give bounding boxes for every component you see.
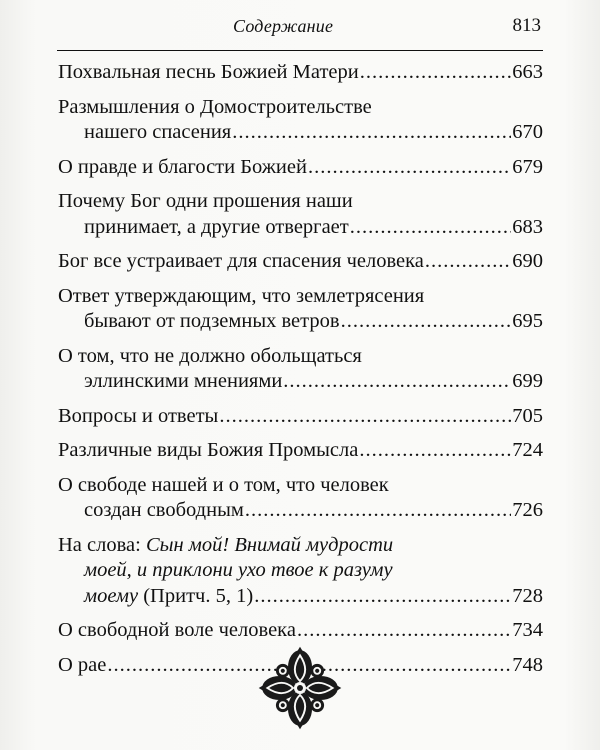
- toc-entry-line: [58, 95, 543, 121]
- toc-entry-title: [84, 498, 244, 524]
- dot-leader: [350, 215, 512, 241]
- dot-leader: [360, 60, 512, 86]
- dot-leader: [359, 438, 511, 464]
- toc-entry-title: [84, 369, 282, 395]
- toc-page-number: 683: [512, 215, 543, 238]
- toc-page-number: 690: [512, 250, 543, 272]
- toc-entry[interactable]: [58, 95, 543, 146]
- toc-entry[interactable]: [58, 404, 543, 430]
- toc-text: Различные виды Божия Промысла: [58, 439, 359, 461]
- toc-entry-title: [58, 155, 307, 181]
- toc-italic-text: Сын мой! Внимай мудрости: [145, 533, 394, 556]
- floral-ornament-icon: [257, 645, 343, 731]
- toc-italic-text: моему: [84, 584, 139, 607]
- toc-page-number: 670: [512, 121, 543, 143]
- toc-entry-last-line: [58, 369, 543, 395]
- toc-page-number: 728: [512, 584, 543, 607]
- toc-entry[interactable]: [58, 155, 543, 181]
- toc-entry-title: [84, 309, 340, 335]
- toc-text: Почему Бог одни прошения наши: [58, 190, 353, 212]
- toc-entry-title: [58, 404, 218, 430]
- toc-text: принимает, а другие отвергает: [84, 215, 349, 238]
- toc-italic-text: моей, и приклони ухо твое к разуму: [84, 559, 393, 581]
- toc-page-number: 695: [512, 310, 543, 332]
- toc-page-number: 679: [512, 155, 543, 178]
- table-of-contents: [58, 60, 543, 687]
- dot-leader: [245, 498, 511, 524]
- dot-leader: [425, 249, 511, 275]
- toc-entry-line: [58, 558, 543, 584]
- dot-leader: [232, 120, 511, 146]
- toc-entry-last-line: [58, 309, 543, 335]
- toc-text: О рае: [58, 653, 107, 676]
- toc-entry-last-line: [58, 618, 543, 644]
- toc-entry[interactable]: [58, 60, 543, 86]
- page-number: 813: [512, 15, 541, 36]
- toc-entry-title: [58, 249, 424, 275]
- toc-entry[interactable]: [58, 473, 543, 524]
- toc-text: эллинскими мнениями: [84, 370, 283, 392]
- toc-page-number: 726: [512, 499, 543, 521]
- toc-entry-line: [58, 344, 543, 370]
- toc-entry-line: [58, 284, 543, 310]
- header-rule: [57, 50, 543, 51]
- toc-text: (Притч. 5, 1): [138, 584, 254, 607]
- running-title: Содержание: [233, 16, 334, 36]
- toc-text: бывают от подземных ветров: [84, 310, 340, 332]
- toc-entry-last-line: [58, 438, 543, 464]
- toc-entry-title: [58, 438, 358, 464]
- toc-page-number: 663: [512, 61, 543, 83]
- toc-entry-title: [84, 584, 253, 610]
- toc-entry-last-line: [58, 120, 543, 146]
- toc-entry[interactable]: [58, 284, 543, 335]
- toc-text: На слова:: [58, 533, 146, 556]
- toc-entry-title: [58, 653, 106, 679]
- toc-page-number: 724: [512, 439, 543, 461]
- toc-entry-line: [58, 189, 543, 215]
- toc-entry-title: [84, 120, 231, 146]
- toc-text: О правде и благости Божией: [58, 155, 307, 178]
- toc-entry[interactable]: [58, 618, 543, 644]
- toc-entry-last-line: [58, 249, 543, 275]
- toc-entry-title: [84, 215, 349, 241]
- toc-page-number: 748: [512, 653, 543, 676]
- toc-entry[interactable]: [58, 249, 543, 275]
- toc-entry-last-line: [58, 404, 543, 430]
- toc-page-number: 699: [512, 370, 543, 392]
- toc-text: О свободе нашей и о том, что человек: [58, 473, 389, 496]
- toc-text: Бог все устраивает для спасения человека: [58, 250, 424, 272]
- toc-entry-last-line: [58, 215, 543, 241]
- dot-leader: [297, 618, 511, 644]
- toc-text: Ответ утверждающим, что землетрясения: [58, 284, 425, 307]
- toc-entry-title: [58, 618, 296, 644]
- toc-entry-last-line: [58, 584, 543, 610]
- toc-entry[interactable]: [58, 438, 543, 464]
- toc-entry-line: [58, 533, 543, 559]
- dot-leader: [254, 584, 511, 610]
- dot-leader: [308, 155, 511, 181]
- toc-text: создан свободным: [84, 499, 244, 521]
- toc-entry-last-line: [58, 60, 543, 86]
- toc-text: Похвальная песнь Божией Матери: [58, 61, 359, 83]
- toc-text: О свободной воле человека: [58, 619, 296, 641]
- toc-text: Вопросы и ответы: [58, 404, 219, 427]
- dot-leader: [341, 309, 512, 335]
- toc-entry-last-line: [58, 155, 543, 181]
- toc-page-number: 705: [512, 404, 543, 427]
- toc-entry[interactable]: [58, 533, 543, 610]
- toc-entry-title: [58, 60, 359, 86]
- dot-leader: [219, 404, 511, 430]
- toc-entry-last-line: [58, 498, 543, 524]
- toc-text: нашего спасения: [84, 121, 232, 143]
- toc-entry[interactable]: [58, 189, 543, 240]
- toc-page-number: 734: [512, 619, 543, 641]
- toc-text: О том, что не должно обольщаться: [58, 344, 362, 367]
- running-head: [57, 14, 543, 40]
- dot-leader: [283, 369, 511, 395]
- toc-entry[interactable]: [58, 344, 543, 395]
- toc-text: Размышления о Домостроительстве: [58, 95, 372, 118]
- toc-entry-line: [58, 473, 543, 499]
